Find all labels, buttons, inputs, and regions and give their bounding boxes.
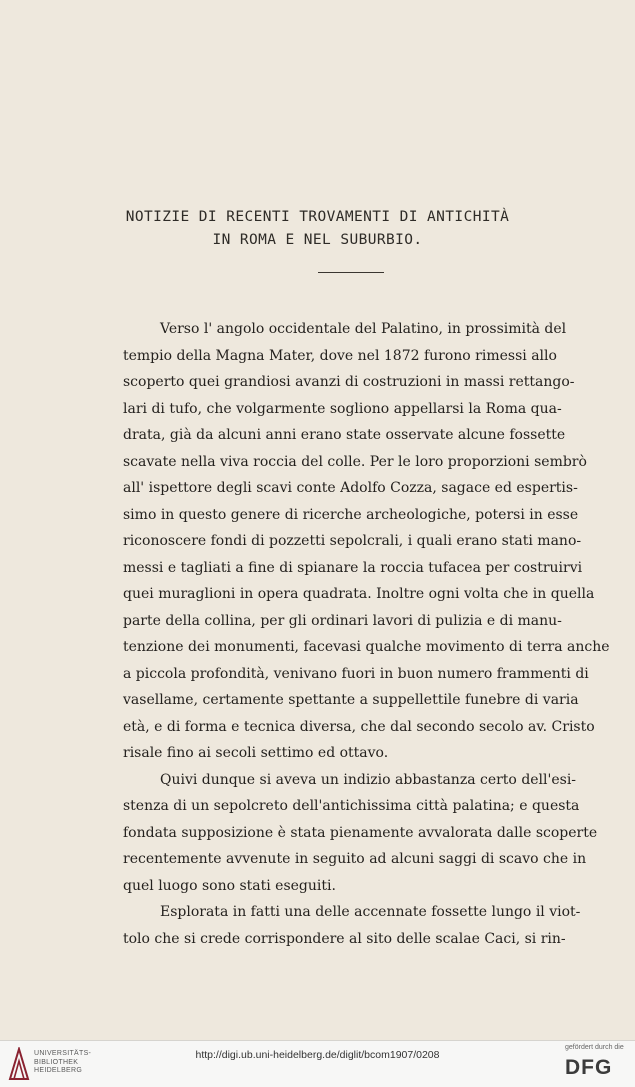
text-line: fondata supposizione è stata pienamente avvalorata dalle scoperte <box>123 824 598 841</box>
text-line: drata, già da alcuni anni erano state osservate alcune fossette <box>123 427 566 443</box>
text-line: simo in questo genere di ricerche archeologiche, potersi in esse <box>123 506 579 523</box>
text-line: vasellame, certamente spettante a suppellettile funebre di varia <box>123 692 579 708</box>
viewer-footer <box>0 1040 635 1087</box>
text-line: recentemente avvenute in seguito ad alcuni saggi di scavo che in <box>123 851 587 867</box>
funded-by-label: gefördert durch die <box>565 1044 624 1051</box>
text-line: a piccola profondità, venivano fuori in buon numero frammenti di <box>123 665 589 682</box>
text-line: risale fino ai secoli settimo ed ottavo. <box>123 745 389 761</box>
text-line: Esplorata in fatti una delle accennate fossette lungo il viot- <box>160 904 581 920</box>
title-divider <box>318 272 384 273</box>
text-line: messi e tagliati a fine di spianare la roccia tufacea per costruirvi <box>123 559 583 576</box>
text-line: riconoscere fondi di pozzetti sepolcrali, i quali erano stati mano- <box>123 533 582 549</box>
title-line-1: NOTIZIE DI RECENTI TROVAMENTI DI ANTICHITÀ <box>125 209 510 225</box>
text-line: tenzione dei monumenti, facevasi qualche movimento di terra anche <box>123 639 610 655</box>
university-line-2: BIBLIOTHEK <box>34 1058 79 1066</box>
permalink-url[interactable]: http://digi.ub.uni-heidelberg.de/diglit/bcom1907/0208 <box>195 1049 440 1061</box>
text-line: età, e di forma e tecnica diversa, che dal secondo secolo av. Cristo <box>123 718 595 735</box>
text-line: lari di tufo, che volgarmente sogliono appellarsi la Roma qua- <box>123 400 562 417</box>
text-line: Quivi dunque si aveva un indizio abbastanza certo dell'esi- <box>160 771 577 788</box>
page-title <box>0 206 635 252</box>
dfg-logo: DFG <box>565 1056 613 1079</box>
body-text <box>123 316 610 952</box>
text-line: quel luogo sono stati eseguiti. <box>123 877 336 894</box>
text-line: scavate nella viva roccia del colle. Per le loro proporzioni sembrò <box>123 453 587 470</box>
text-line: parte della collina, per gli ordinari lavori di pulizia e di manu- <box>123 612 562 629</box>
text-line: quei muraglioni in opera quadrata. Inoltre ogni volta che in quella <box>123 586 595 602</box>
university-line-3: HEIDELBERG <box>34 1067 83 1074</box>
text-line: stenza di un sepolcreto dell'antichissima città palatina; e questa <box>123 798 580 814</box>
text-line: Verso l' angolo occidentale del Palatino, in prossimità del <box>160 321 567 337</box>
university-line-1: UNIVERSITÄTS- <box>34 1050 92 1057</box>
title-line-2: IN ROMA E NEL SUBURBIO. <box>212 232 423 248</box>
text-line: tolo che si crede corrispondere al sito delle scalae Caci, si rin- <box>123 930 566 947</box>
text-line: scoperto quei grandiosi avanzi di costruzioni in massi rettango- <box>123 374 575 390</box>
text-line: all' ispettore degli scavi conte Adolfo Cozza, sagace ed espertis- <box>123 480 578 496</box>
text-line: tempio della Magna Mater, dove nel 1872 furono rimessi allo <box>123 347 557 364</box>
